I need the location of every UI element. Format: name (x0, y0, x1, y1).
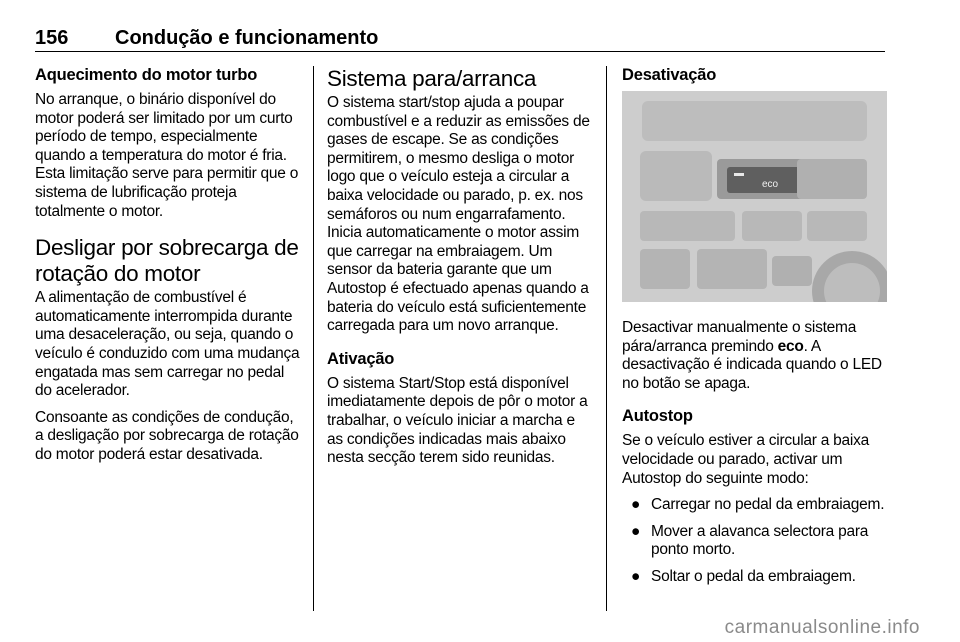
list-item: ● Soltar o pedal da embraiagem. (631, 567, 856, 585)
heading-autostop: Autostop (622, 407, 693, 426)
column-divider-2 (606, 66, 607, 611)
page-header (35, 27, 885, 52)
heading-sistema: Sistema para/arranca (327, 66, 537, 91)
bullet-icon: ● (631, 522, 641, 540)
paragraph-desativacao: Desactivar manualmente o sistema pára/arranca premindo eco. A desactivação é indicada quando o LED no botão se apaga. (622, 319, 882, 392)
paragraph-desligar-2: Consoante as condições de condução, a desligação por sobrecarga de rotação do motor poderá estar desativada. (35, 408, 299, 463)
paragraph-sistema: O sistema start/stop ajuda a poupar combustível e a reduzir as emissões de gases de escape. Se as condições permitirem, o mesmo desliga o motor logo que o veículo esteja a circular a baixa velocidade ou parado, p. ex. nos semáforos ou num engarrafamento. Inicia automaticamente o motor assim que carregar na embraiagem. Um sensor da bateria garante que um Autostop é efectuado apenas quando a bateria do veículo está suficientemente carregada para um novo arranque. (327, 94, 590, 335)
autostop-list (622, 496, 887, 586)
paragraph-autostop: Se o veículo estiver a circular a baixa velocidade ou parado, activar um Autostop do seguinte modo: (622, 432, 869, 487)
heading-desligar: Desligar por sobrecarga de rotação do motor (35, 235, 299, 287)
list-item: ● Mover a alavanca selectora para ponto morto. (631, 522, 869, 559)
heading-ativacao: Ativação (327, 349, 395, 368)
paragraph-turbo: No arranque, o binário disponível do motor poderá ser limitado por um curto período de tempo, especialmente quando a temperatura do motor é fria. Esta limitação serve para permitir que o sistema de lubrificação proteja totalmente o motor. (35, 91, 299, 220)
paragraph-ativacao: O sistema Start/Stop está disponível imediatamente depois de pôr o motor a trabalhar, o veículo iniciar a marcha e as condições indicadas mais abaixo nesta secção terem sido reunidas. (327, 374, 588, 467)
bullet-icon: ● (631, 567, 641, 585)
heading-turbo: Aquecimento do motor turbo (35, 66, 258, 84)
bullet-icon: ● (631, 496, 641, 514)
dashboard-illustration (622, 91, 887, 302)
eco-button-figure (622, 91, 887, 302)
section-title: Condução e funcionamento (115, 27, 379, 49)
column-3 (622, 66, 887, 595)
column-divider-1 (313, 66, 314, 611)
page-number: 156 (35, 27, 69, 49)
column-1 (35, 66, 300, 473)
column-2 (327, 66, 592, 476)
watermark: carmanualsonline.info (724, 617, 920, 638)
heading-desativacao: Desativação (622, 66, 717, 84)
paragraph-desligar-1: A alimentação de combustível é automaticamente interrompida durante uma desaceleração, ou seja, quando o veículo é conduzido com uma mudança engatada mas sem carregar no pedal do acelerador. (35, 289, 300, 400)
eco-key-label: eco (777, 337, 804, 355)
list-item: ● Carregar no pedal da embraiagem. (631, 496, 885, 514)
eco-button-icon: eco (762, 179, 779, 190)
